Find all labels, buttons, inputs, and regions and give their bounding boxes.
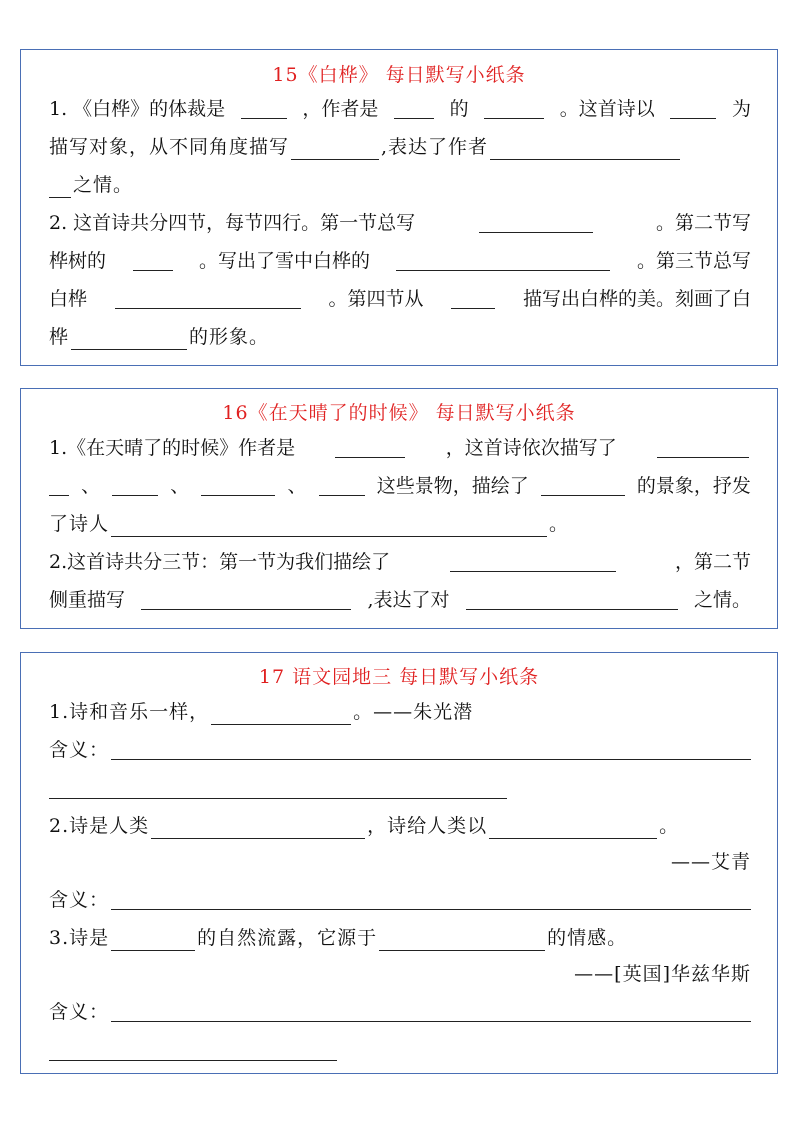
question-2-line-1 [49, 549, 751, 575]
blank[interactable] [241, 96, 287, 119]
text: 描写对象，从不同角度描写 [49, 136, 290, 158]
question-1-line-2 [49, 473, 751, 499]
blank[interactable] [201, 473, 275, 496]
blank[interactable] [541, 473, 625, 496]
blank[interactable] [484, 96, 544, 119]
author-aiqing [49, 849, 751, 875]
text: 的形象。 [189, 326, 270, 348]
text: 了诗人 [49, 513, 110, 535]
blank[interactable] [379, 928, 545, 951]
meaning-line-3 [49, 887, 751, 913]
text: 的景象，抒发 [636, 475, 751, 497]
question-1-line [49, 699, 751, 725]
text: 侧重描写 [49, 589, 126, 611]
meaning-line-1 [49, 737, 751, 763]
blank[interactable] [489, 816, 657, 839]
question-1-line-1 [49, 435, 751, 461]
blank[interactable] [49, 175, 71, 198]
blank[interactable] [657, 435, 749, 458]
question-1-line-3 [49, 172, 751, 198]
text: 描写出白桦的美。刻画了白 [522, 288, 751, 310]
blank[interactable] [490, 137, 680, 160]
question-1-line-2 [49, 134, 751, 160]
text: 。第三节总写 [636, 250, 751, 272]
text: 、 [287, 475, 307, 497]
question-2-line [49, 813, 751, 839]
blank[interactable] [112, 473, 158, 496]
text: 之情。 [73, 174, 134, 196]
text: ，这首诗依次描写了 [445, 437, 617, 459]
blank[interactable] [335, 435, 405, 458]
text: 。 [549, 513, 570, 535]
text: 1. 《白桦》的体裁是 [49, 98, 226, 120]
blank[interactable] [111, 928, 195, 951]
text: 。第四节从 [328, 288, 424, 310]
text: 、 [170, 475, 190, 497]
question-2-line-4 [49, 324, 751, 350]
text: 。写出了雪中白桦的 [198, 250, 370, 272]
blank[interactable] [151, 816, 365, 839]
blank[interactable] [71, 327, 187, 350]
question-1-line-3 [49, 511, 751, 537]
text: 白桦 [49, 288, 88, 310]
blank[interactable] [670, 96, 716, 119]
blank[interactable] [49, 473, 69, 496]
question-3-line [49, 925, 751, 951]
question-2-line-2 [49, 587, 751, 613]
blank[interactable] [319, 473, 365, 496]
text: 2. 这首诗共分四节，每节四行。第一节总写 [49, 212, 416, 234]
blank[interactable] [115, 286, 301, 309]
text: 之情。 [693, 589, 751, 611]
text: 的自然流露，它源于 [197, 927, 378, 949]
blank[interactable] [396, 248, 610, 271]
meaning-line-4 [49, 999, 751, 1025]
question-2-line-1 [49, 210, 751, 236]
text: 、 [81, 475, 101, 497]
text: ，作者是 [302, 98, 379, 120]
text: 2.诗是人类 [49, 815, 150, 837]
blank[interactable] [141, 587, 351, 610]
text: 1.《在天晴了的时候》作者是 [49, 437, 296, 459]
card-title: 16《在天晴了的时候》 每日默写小纸条 [222, 402, 576, 424]
card-title: 15《白桦》 每日默写小纸条 [272, 64, 526, 86]
meaning-line-2 [49, 773, 751, 799]
blank[interactable] [450, 549, 616, 572]
text: 为 [731, 98, 751, 120]
blank[interactable] [111, 514, 547, 537]
card-title: 17 语文园地三 每日默写小纸条 [258, 666, 540, 688]
blank[interactable] [49, 776, 507, 799]
text: 。 [659, 815, 680, 837]
meaning-label: 含义： [49, 889, 110, 911]
question-2-line-3 [49, 286, 751, 312]
blank[interactable] [451, 286, 495, 309]
author: ——艾青 [670, 851, 751, 873]
blank[interactable] [291, 137, 379, 160]
meaning-line-5 [49, 1035, 751, 1061]
text: 。第二节写 [655, 212, 751, 234]
author: ——[英国]华兹华斯 [574, 963, 751, 985]
blank[interactable] [394, 96, 434, 119]
blank[interactable] [211, 702, 351, 725]
blank[interactable] [111, 999, 751, 1022]
text: ,表达了对 [367, 589, 450, 611]
author-wordsworth [49, 961, 751, 987]
text: 。这首诗以 [559, 98, 655, 120]
text: 。——朱光潜 [353, 701, 474, 723]
meaning-label: 含义： [49, 739, 110, 761]
text: 2.这首诗共分三节：第一节为我们描绘了 [49, 551, 391, 573]
card-yuwen-yuandi [20, 652, 778, 1074]
blank[interactable] [111, 737, 751, 760]
blank[interactable] [111, 887, 751, 910]
text: 这些景物，描绘了 [376, 475, 529, 497]
blank[interactable] [133, 248, 173, 271]
text: 的情感。 [547, 927, 628, 949]
text: ,表达了作者 [381, 136, 489, 158]
text: ，诗给人类以 [367, 815, 488, 837]
card-tianqing [20, 388, 778, 629]
question-1-line-1 [49, 96, 751, 122]
text: 1.诗和音乐一样， [49, 701, 210, 723]
text: 3.诗是 [49, 927, 110, 949]
card-baihua [20, 49, 778, 366]
text: 桦 [49, 326, 70, 348]
text: ，第二节 [674, 551, 751, 573]
text: 的 [449, 98, 469, 120]
blank[interactable] [466, 587, 678, 610]
text: 桦树的 [49, 250, 107, 272]
blank[interactable] [49, 1038, 337, 1061]
blank[interactable] [479, 210, 593, 233]
meaning-label: 含义： [49, 1001, 110, 1023]
question-2-line-2 [49, 248, 751, 274]
